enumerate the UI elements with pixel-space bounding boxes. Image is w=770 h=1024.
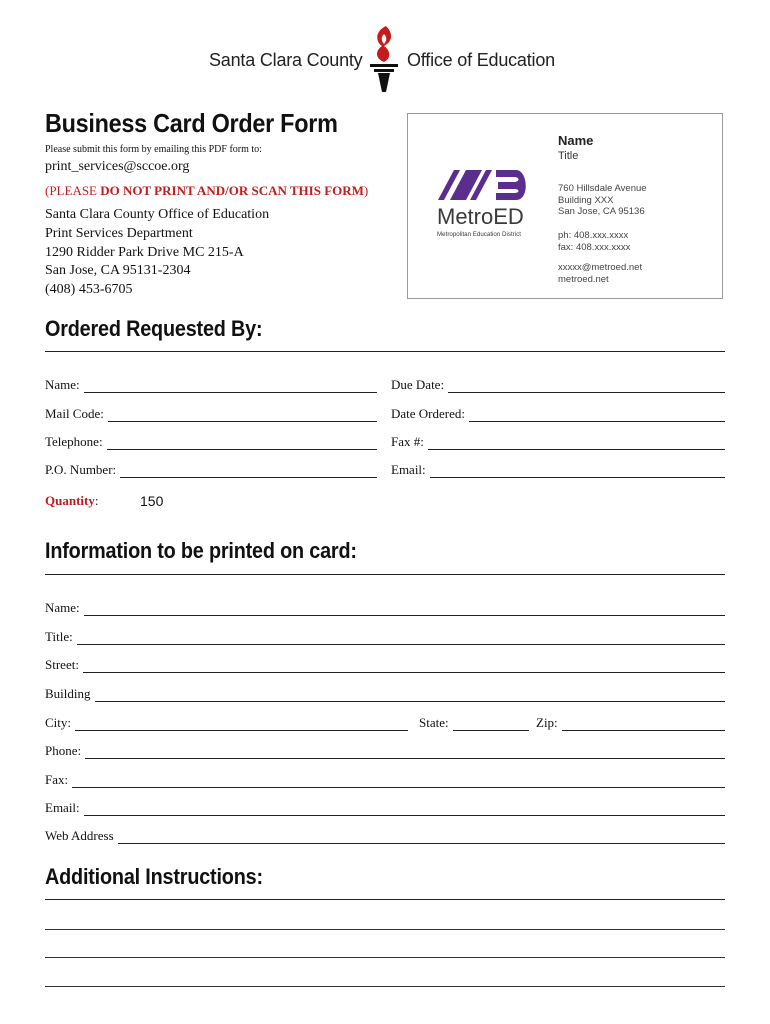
metroed-logo-text: MetroED — [437, 204, 524, 229]
due-date-input-line[interactable] — [448, 380, 725, 393]
telephone-input-line[interactable] — [107, 437, 377, 450]
phone-input-line[interactable] — [85, 746, 725, 759]
phone-field[interactable] — [45, 743, 725, 759]
street-label: Street: — [45, 657, 79, 672]
city-label: City: — [45, 715, 72, 730]
zip-label: Zip: — [536, 715, 558, 730]
po-number-input-line[interactable] — [120, 465, 377, 478]
torch-logo-icon — [364, 24, 404, 94]
state-label: State: — [419, 715, 449, 730]
name-label: Name: — [45, 377, 80, 392]
card-info-heading: Information to be printed on card: — [45, 538, 357, 563]
card-name-label: Name: — [45, 600, 80, 615]
street-input-line[interactable] — [83, 660, 725, 673]
card-address-line: 760 Hillsdale Avenue — [558, 183, 647, 194]
name-field[interactable] — [45, 377, 377, 393]
instructions-line[interactable] — [45, 929, 725, 930]
card-email-field[interactable] — [45, 800, 725, 816]
card-title: Title — [558, 150, 579, 162]
card-email-input-line[interactable] — [84, 803, 725, 816]
state-field[interactable] — [419, 715, 529, 731]
email-input-line[interactable] — [430, 465, 725, 478]
po-number-label: P.O. Number: — [45, 462, 117, 477]
mail-code-field[interactable] — [45, 406, 377, 422]
city-input-line[interactable] — [75, 718, 408, 731]
submit-email[interactable]: print_services@sccoe.org — [45, 159, 190, 174]
submit-instructions: Please submit this form by emailing this PDF form to: — [45, 144, 262, 155]
date-ordered-label: Date Ordered: — [391, 406, 465, 421]
po-number-field[interactable] — [45, 462, 377, 478]
card-address — [558, 183, 647, 218]
warning-suffix: ) — [363, 183, 369, 198]
quantity-label-text: Quantity — [45, 493, 95, 508]
address-line: (408) 453-6705 — [45, 282, 133, 298]
card-name-input-line[interactable] — [84, 603, 725, 616]
additional-instructions-heading: Additional Instructions: — [45, 864, 263, 889]
fax-label: Fax #: — [391, 434, 424, 449]
card-fax-input-line[interactable] — [72, 775, 725, 788]
card-title-label: Title: — [45, 629, 73, 644]
warning-prefix: (PLEASE — [45, 183, 101, 198]
warning-bold: DO NOT PRINT AND/OR SCAN THIS FORM — [100, 183, 364, 198]
address-line: Print Services Department — [45, 225, 193, 241]
building-input-line[interactable] — [95, 689, 725, 702]
card-name: Name — [558, 133, 594, 148]
metroed-logo-icon — [436, 158, 532, 254]
address-line: 1290 Ridder Park Drive MC 215-A — [45, 244, 244, 260]
phone-label: Phone: — [45, 743, 82, 758]
date-ordered-field[interactable] — [391, 406, 725, 422]
card-phones — [558, 230, 630, 253]
email-label: Email: — [391, 462, 426, 477]
address-line: San Jose, CA 95131-2304 — [45, 263, 191, 279]
ordered-by-heading: Ordered Requested By: — [45, 316, 263, 341]
card-address-line: Building XXX — [558, 194, 614, 206]
card-website: metroed.net — [558, 273, 609, 285]
fax-input-line[interactable] — [428, 437, 725, 450]
telephone-field[interactable] — [45, 434, 377, 450]
card-phone: ph: 408.xxx.xxxx — [558, 230, 629, 241]
print-services-address — [45, 206, 269, 300]
email-field[interactable] — [391, 462, 725, 478]
zip-input-line[interactable] — [562, 718, 725, 731]
card-email: xxxxx@metroed.net — [558, 262, 643, 273]
warning-text — [45, 183, 368, 199]
section-rule — [45, 574, 725, 575]
city-field[interactable] — [45, 715, 408, 731]
card-name-field[interactable] — [45, 600, 725, 616]
name-input-line[interactable] — [84, 380, 377, 393]
card-fax: fax: 408.xxx.xxxx — [558, 241, 631, 253]
zip-field[interactable] — [536, 715, 725, 731]
card-email-label: Email: — [45, 800, 80, 815]
quantity-label — [45, 493, 98, 509]
section-rule — [45, 899, 725, 900]
org-name-right: Office of Education — [407, 50, 555, 70]
business-card-preview — [407, 113, 723, 299]
date-ordered-input-line[interactable] — [469, 409, 725, 422]
state-input-line[interactable] — [453, 718, 529, 731]
due-date-label: Due Date: — [391, 377, 445, 392]
address-line: Santa Clara County Office of Education — [45, 207, 270, 222]
card-address-line: San Jose, CA 95136 — [558, 206, 645, 217]
building-field[interactable] — [45, 686, 725, 702]
web-address-label: Web Address — [45, 828, 114, 843]
card-fax-field[interactable] — [45, 772, 725, 788]
mail-code-input-line[interactable] — [108, 409, 377, 422]
mail-code-label: Mail Code: — [45, 406, 104, 421]
web-address-field[interactable] — [45, 828, 725, 844]
org-name-left: Santa Clara County — [209, 50, 363, 70]
instructions-line[interactable] — [45, 957, 725, 958]
quantity-input[interactable]: 150 — [140, 493, 164, 509]
due-date-field[interactable] — [391, 377, 725, 393]
form-title: Business Card Order Form — [45, 108, 338, 138]
section-rule — [45, 351, 725, 352]
card-title-field[interactable] — [45, 629, 725, 645]
card-web — [558, 262, 642, 285]
fax-field[interactable] — [391, 434, 725, 450]
telephone-label: Telephone: — [45, 434, 103, 449]
quantity-colon: : — [94, 493, 99, 508]
web-address-input-line[interactable] — [118, 831, 725, 844]
street-field[interactable] — [45, 657, 725, 673]
card-title-input-line[interactable] — [77, 632, 725, 645]
card-fax-label: Fax: — [45, 772, 69, 787]
building-label: Building — [45, 686, 91, 701]
instructions-line[interactable] — [45, 986, 725, 987]
metroed-logo-subtext: Metropolitan Education District — [437, 231, 521, 238]
